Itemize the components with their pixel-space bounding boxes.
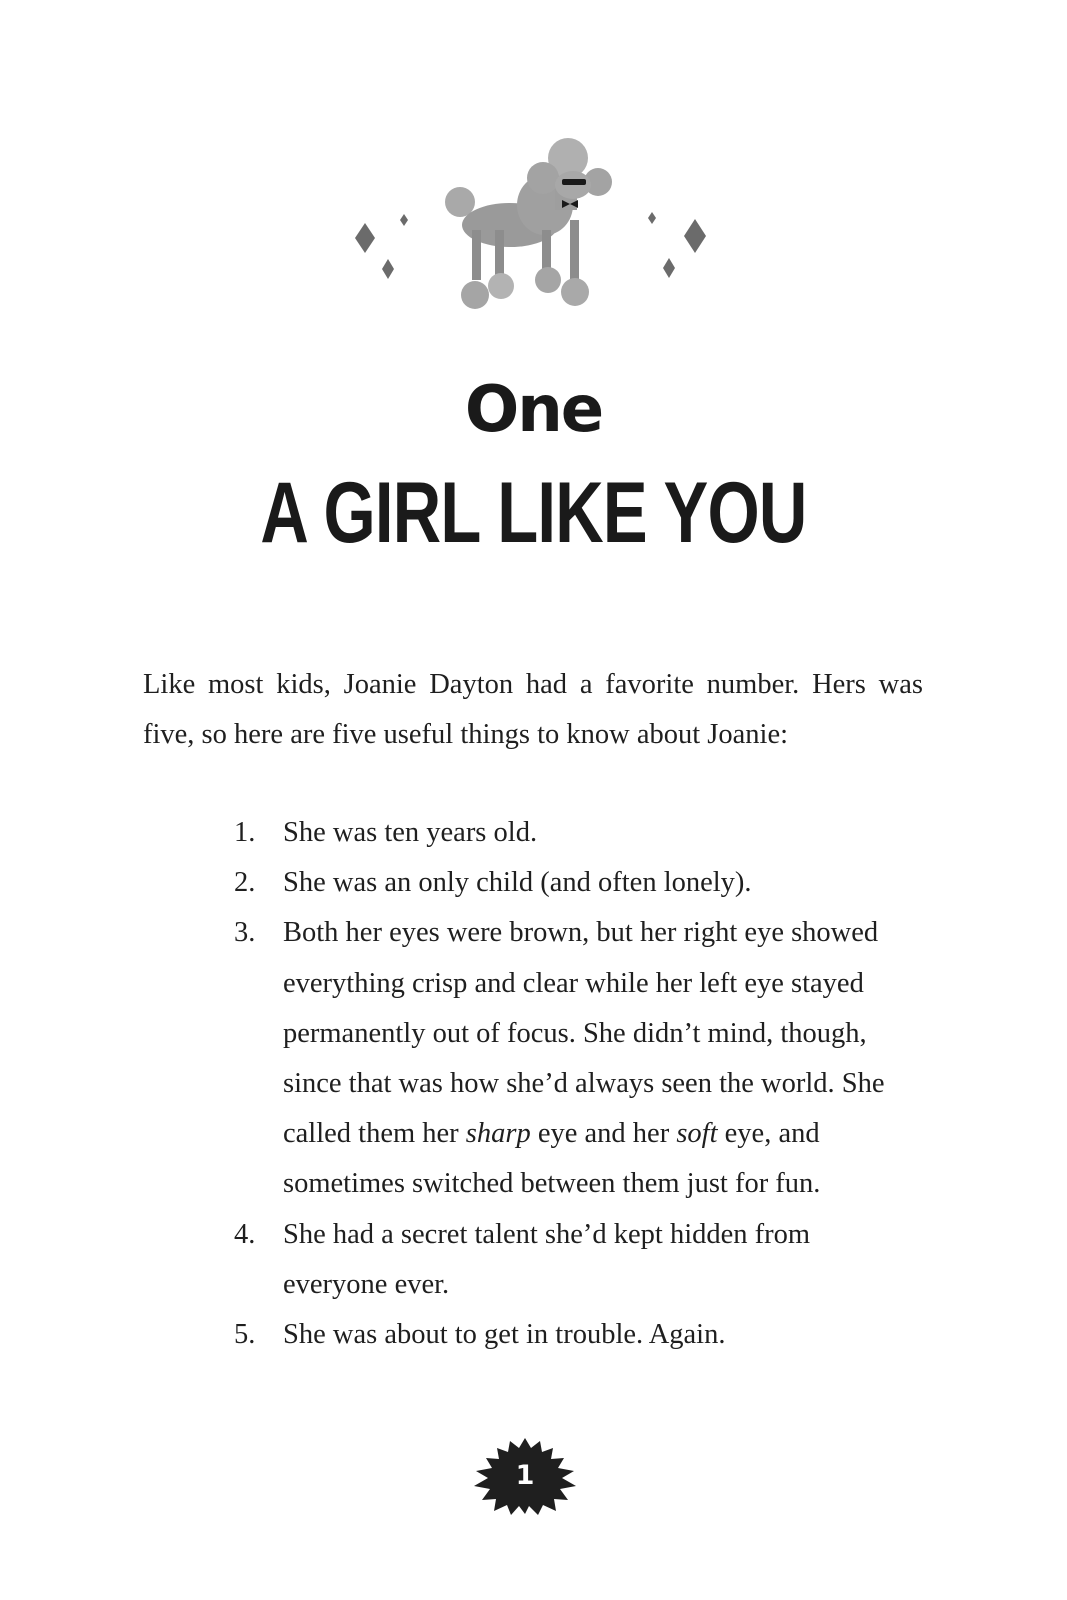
list-item-number: 5. [234,1319,256,1351]
facts-list [234,808,914,1360]
chapter-number: One [464,373,603,447]
list-item [234,908,914,1209]
list-item-number: 2. [234,867,256,899]
list-item [234,1210,914,1310]
list-item [234,1310,914,1360]
list-item [234,858,914,908]
emphasis-soft: soft [676,1118,718,1150]
list-item-number: 1. [234,817,256,848]
poodle-with-sunglasses-icon [445,138,612,309]
list-item-number: 4. [234,1218,256,1250]
emphasis-sharp: sharp [465,1118,531,1150]
list-item-text: She was an only child (and often lonely). [283,867,752,899]
text-segment: Both her eyes were brown, but her right eye showed everything crisp and clear while her left eye stayed permanently out of focus. She didn’t mind, though, since that was how she’d always seen the world. She called them her [283,917,885,1150]
text-segment: eye and her [530,1118,677,1150]
list-item [234,808,914,858]
list-item-text: She had a secret talent she’d kept hidden from everyone ever. [283,1218,811,1300]
text-segment: eye, and sometimes switched between them just for fun. [283,1118,821,1200]
list-item-text: She was ten years old. [283,817,538,848]
list-item-text: She was about to get in trouble. Again. [283,1319,726,1351]
list-item-text [283,908,914,1209]
page-number: 1 [515,1460,535,1491]
chapter-ornament [340,130,720,330]
intro-paragraph: Like most kids, Joanie Dayton had a favorite number. Hers was five, so here are five useful things to know about Joanie: [143,669,923,750]
chapter-title: A GIRL LIKE YOU [260,465,807,561]
list-item-number: 3. [234,917,256,949]
